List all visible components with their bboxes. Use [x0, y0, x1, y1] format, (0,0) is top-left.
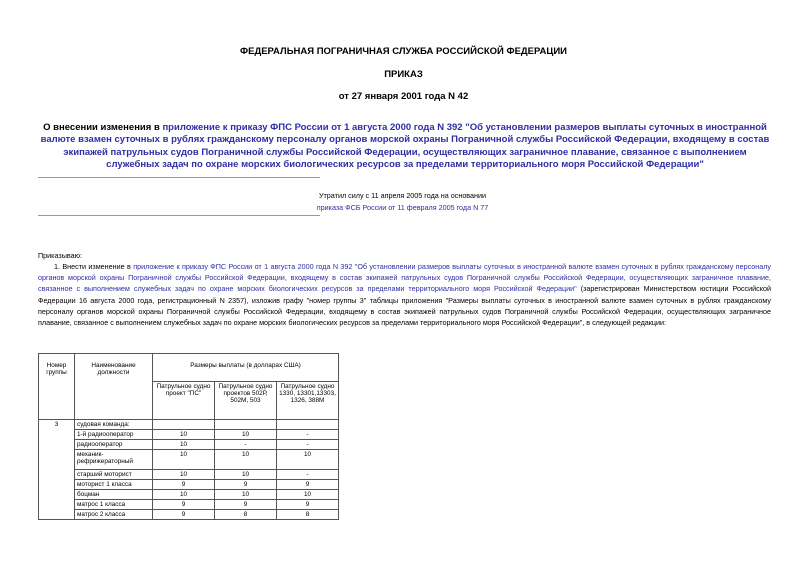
amount-502-cell: 10	[215, 450, 277, 470]
amount-1330-cell: 10	[277, 450, 339, 470]
status-link[interactable]: приказа ФСБ России от 11 февраля 2005 года N 77	[316, 203, 489, 212]
position-cell: радиооператор	[75, 440, 153, 450]
divider-bottom	[38, 215, 320, 216]
paragraph-1-end: (зарегистрирован Министерством юстиции Российской Федерации 16 августа 2000 года, регистрационный N 2357), изложив графу "номер группы 3" таблицы приложения "Размеры выплаты суточных в иностранной валюте взамен суточных в рублях гражданскому персоналу органов морской охраны Пограничной службы Российской Федерации, входящему в состав экипажей патрульных судов Пограничной службы Российской Федерации, осуществляющих заграничное плавание, связанное с выполнением служебных задач по охране морских биологических ресурсов за пределами территориального моря Российской Федерации", в следующей редакции:	[38, 284, 771, 328]
document-type: ПРИКАЗ	[384, 69, 423, 80]
agency-name: ФЕДЕРАЛЬНАЯ ПОГРАНИЧНАЯ СЛУЖБА РОССИЙСКОЙ ФЕДЕРАЦИИ	[240, 46, 567, 57]
ordered-label: Приказываю:	[38, 251, 82, 260]
amount-ps-cell: 10	[153, 430, 215, 440]
amount-1330-cell: 9	[277, 500, 339, 510]
amount-502-cell: 10	[215, 470, 277, 480]
amount-ps-cell: 10	[153, 470, 215, 480]
amount-1330-cell: 9	[277, 480, 339, 490]
amount-ps-cell: 9	[153, 480, 215, 490]
paragraph-1	[38, 261, 771, 328]
header-vessel-502: Патрульное судно проектов 502Р, 502М, 503	[215, 382, 277, 420]
paragraph-1-start: 1. Внести изменение в	[54, 262, 134, 271]
amount-1330-cell: -	[277, 440, 339, 450]
divider-top	[38, 177, 320, 178]
position-cell: матрос 2 класса	[75, 510, 153, 520]
amount-502-cell: 9	[215, 500, 277, 510]
empty-cell	[153, 420, 215, 430]
table-header-row	[39, 354, 339, 382]
document-date: от 27 января 2001 года N 42	[338, 91, 469, 102]
table-row	[39, 510, 339, 520]
amount-ps-cell: 10	[153, 450, 215, 470]
amount-ps-cell: 9	[153, 500, 215, 510]
table-row	[39, 470, 339, 480]
amount-502-cell: 10	[215, 430, 277, 440]
amount-ps-cell: 10	[153, 490, 215, 500]
header-vessel-ps: Патрульное судно проект "ПС"	[153, 382, 215, 420]
header-position: Наименование должности	[75, 354, 153, 420]
amount-1330-cell: -	[277, 430, 339, 440]
table-section-row	[39, 420, 339, 430]
table-row	[39, 450, 339, 470]
amount-502-cell: 8	[215, 510, 277, 520]
section-label: судовая команда:	[75, 420, 153, 430]
status-note	[250, 190, 555, 214]
empty-cell	[215, 420, 277, 430]
title-prefix: О внесении изменения в	[43, 122, 163, 133]
status-text: Утратил силу с 11 апреля 2005 года на основании	[318, 191, 487, 200]
table-row	[39, 480, 339, 490]
amount-1330-cell: 10	[277, 490, 339, 500]
position-cell: боцман	[75, 490, 153, 500]
allowance-table-body	[39, 354, 339, 520]
position-cell: моторист 1 класса	[75, 480, 153, 490]
amount-502-cell: 10	[215, 490, 277, 500]
position-cell: механик-рефрижераторный	[75, 450, 153, 470]
table-row	[39, 490, 339, 500]
amount-1330-cell: 8	[277, 510, 339, 520]
amount-502-cell: 9	[215, 480, 277, 490]
allowance-table	[38, 353, 339, 520]
amount-502-cell: -	[215, 440, 277, 450]
amount-1330-cell: -	[277, 470, 339, 480]
position-cell: 1-й радиооператор	[75, 430, 153, 440]
title-link[interactable]: приложение к приказу ФПС России от 1 августа 2000 года N 392 "Об установлении размеров выплаты суточных в иностранной валюте взамен суточных в рублях гражданскому персоналу органов морской охраны Пограничной службы Российской Федерации, входящему в состав экипажей патрульных судов Пограничной службы Российской Федерации, осуществляющих заграничное плавание, связанное с выполнением служебных задач по охране морских биологических ресурсов за пределами территориального моря Российской Федерации"	[40, 122, 770, 170]
amount-ps-cell: 9	[153, 510, 215, 520]
amount-ps-cell: 10	[153, 440, 215, 450]
document-title	[40, 122, 770, 171]
header-group-number: Номер группы	[39, 354, 75, 420]
position-cell: матрос 1 класса	[75, 500, 153, 510]
header-vessel-1330: Патрульное судно 1330, 13301,13303, 1326, 388М	[277, 382, 339, 420]
empty-cell	[277, 420, 339, 430]
table-row	[39, 440, 339, 450]
paragraph-1-link[interactable]: приложение к приказу ФПС России от 1 августа 2000 года N 392 "Об установлении размеров выплаты суточных в иностранной валюте взамен суточных в рублях гражданскому персоналу органов морской охраны Пограничной службы Российской Федерации, входящему в состав экипажей патрульных судов Пограничной службы Российской Федерации, осуществляющих заграничное плавание, связанное с выполнением служебных задач по охране морских биологических ресурсов за пределами территориального моря Российской Федерации"	[38, 262, 771, 294]
table-row	[39, 500, 339, 510]
header-amounts: Размеры выплаты (в долларах США)	[153, 354, 339, 382]
position-cell: старший моторист	[75, 470, 153, 480]
table-row	[39, 430, 339, 440]
group-number-cell: 3	[39, 420, 75, 520]
